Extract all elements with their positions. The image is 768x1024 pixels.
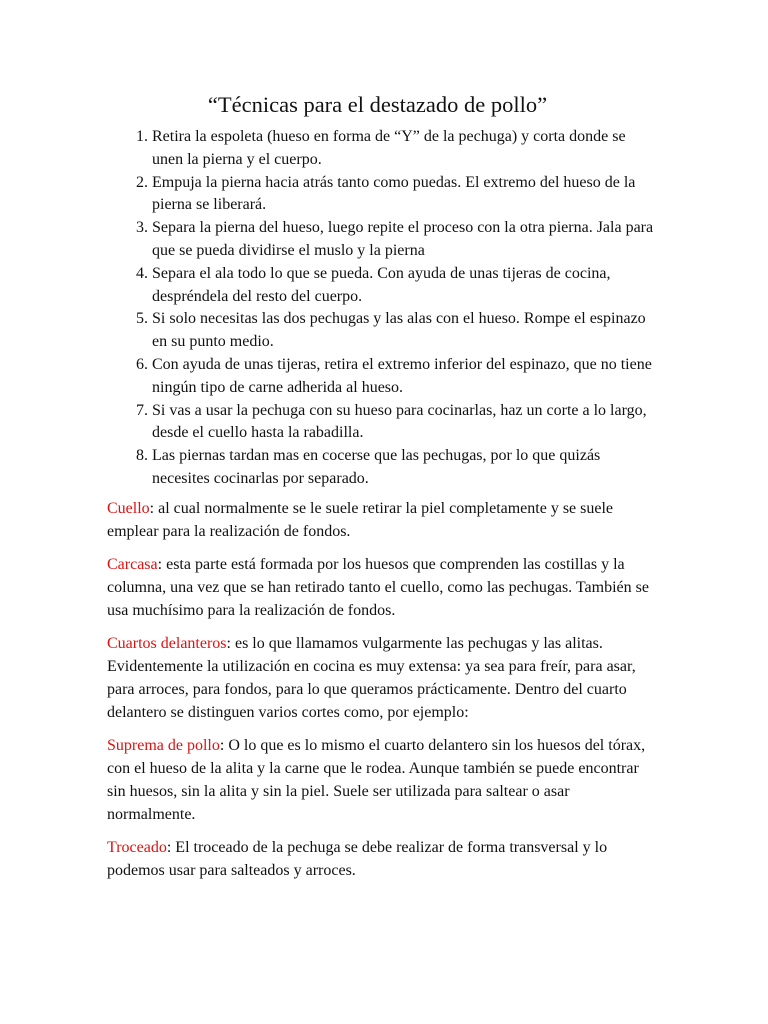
section-term: Cuartos delanteros [107, 634, 227, 652]
section-term: Cuello [107, 499, 150, 517]
section-term: Carcasa [107, 555, 158, 573]
section-cuello [107, 497, 660, 543]
step-item: 3. Separa la pierna del hueso, luego repite el proceso con la otra pierna. Jala para que se pueda dividirse el muslo y la pierna [152, 217, 660, 263]
section-term: Suprema de pollo [107, 736, 220, 754]
section-suprema-de-pollo [107, 734, 660, 826]
section-cuartos-delanteros [107, 632, 660, 724]
step-item: 1. Retira la espoleta (hueso en forma de “Y” de la pechuga) y corta donde se unen la pierna y el cuerpo. [152, 126, 660, 172]
step-item: 6. Con ayuda de unas tijeras, retira el extremo inferior del espinazo, que no tiene ningún tipo de carne adherida al hueso. [152, 354, 660, 400]
steps-list [107, 126, 660, 491]
document-title: “Técnicas para el destazado de pollo” [207, 92, 548, 117]
step-item: 8. Las piernas tardan mas en cocerse que las pechugas, por lo que quizás necesites cocinarlas por separado. [152, 445, 660, 491]
step-item: 4. Separa el ala todo lo que se pueda. Con ayuda de unas tijeras de cocina, despréndela del resto del cuerpo. [152, 263, 660, 309]
section-troceado [107, 836, 660, 882]
section-text: : O lo que es lo mismo el cuarto delantero sin los huesos del tórax, con el hueso de la alita y la carne que le rodea. Aunque también se puede encontrar sin huesos, sin la alita y sin la piel. Suele ser utilizada para saltear o asar normalmente. [107, 736, 646, 823]
step-item: 5. Si solo necesitas las dos pechugas y las alas con el hueso. Rompe el espinazo en su punto medio. [152, 308, 660, 354]
section-text: : al cual normalmente se le suele retirar la piel completamente y se suele emplear para la realización de fondos. [107, 499, 614, 540]
step-item: 7. Si vas a usar la pechuga con su hueso para cocinarlas, haz un corte a lo largo, desde el cuello hasta la rabadilla. [152, 400, 660, 446]
section-text: : El troceado de la pechuga se debe realizar de forma transversal y lo podemos usar para salteados y arroces. [107, 838, 608, 879]
section-text: : esta parte está formada por los huesos que comprenden las costillas y la columna, una vez que se han retirado tanto el cuello, como las pechugas. También se usa muchísimo para la realización de fondos. [107, 555, 649, 619]
section-term: Troceado [107, 838, 167, 856]
section-text: : es lo que llamamos vulgarmente las pechugas y las alitas. Evidentemente la utilización en cocina es muy extensa: ya sea para freír, para asar, para arroces, para fondos, para lo que queramos prácticamente. Dentro del cuarto delantero se distinguen varios cortes como, por ejemplo: [107, 634, 636, 721]
step-item: 2. Empuja la pierna hacia atrás tanto como puedas. El extremo del hueso de la pierna se liberará. [152, 172, 660, 218]
section-carcasa [107, 553, 660, 622]
